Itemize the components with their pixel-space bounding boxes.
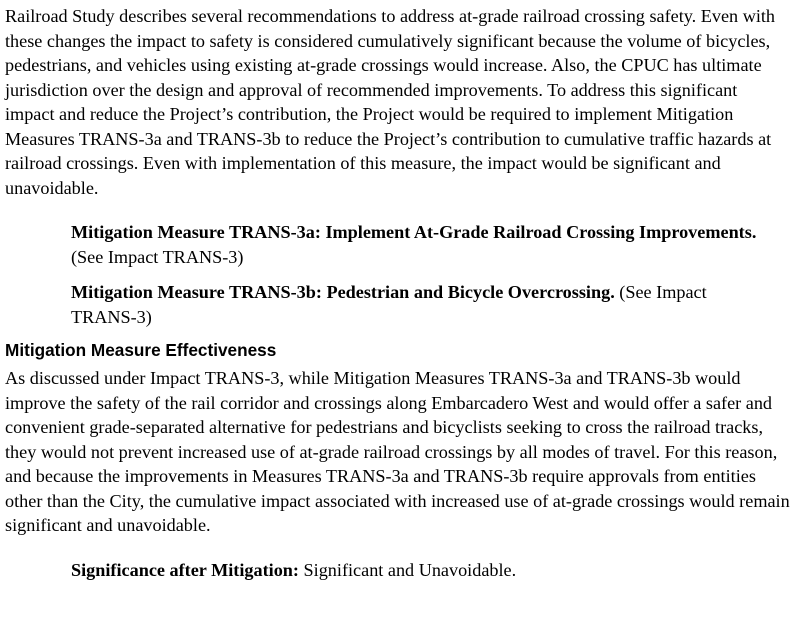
measure-reference: (See Impact TRANS-3): [71, 246, 244, 267]
intro-paragraph: Railroad Study describes several recommendations to address at-grade railroad crossing safety. Even with these changes the impact to safety is considered cumulatively significant because the volume of bicycles, pedestrians, and vehicles using existing at-grade crossings would increase. Also, the CPUC has ultimate jurisdiction over the design and approval of recommended improvements. To address this significant impact and reduce the Project’s contribution, the Project would be required to implement Mitigation Measures TRANS-3a and TRANS-3b to reduce the Project’s contribution to cumulative traffic hazards at railroad crossings. Even with implementation of this measure, the impact would be significant and unavoidable.: [5, 6, 776, 198]
measure-title: Mitigation Measure TRANS-3b: Pedestrian and Bicycle Overcrossing.: [71, 282, 615, 302]
measure-reference: (See Impact TRANS-3): [71, 282, 707, 327]
effectiveness-paragraph: As discussed under Impact TRANS-3, while Mitigation Measures TRANS-3a and TRANS-3b would improve the safety of the rail corridor and crossings along Embarcadero West and would offer a safer and convenient grade-separated alternative for pedestrians and bicyclists seeking to cross the railroad tracks, they would not prevent increased use of at-grade railroad crossings by all modes of travel. For this reason, and because the improvements in Measures TRANS-3a and TRANS-3b require approvals from entities other than the City, the cumulative impact associated with increased use of at-grade crossings would remain significant and unavoidable.: [5, 368, 790, 535]
significance-statement: [71, 558, 771, 583]
document-page: [5, 4, 790, 582]
measure-title: Mitigation Measure TRANS-3a: Implement At-Grade Railroad Crossing Improvements.: [71, 222, 757, 242]
mitigation-measure-trans-3a: [71, 220, 771, 269]
mitigation-measure-trans-3b: [71, 280, 771, 329]
significance-value: Significant and Unavoidable.: [298, 559, 517, 580]
significance-label: Significance after Mitigation:: [71, 559, 299, 580]
section-heading: Mitigation Measure Effectiveness: [5, 340, 277, 360]
